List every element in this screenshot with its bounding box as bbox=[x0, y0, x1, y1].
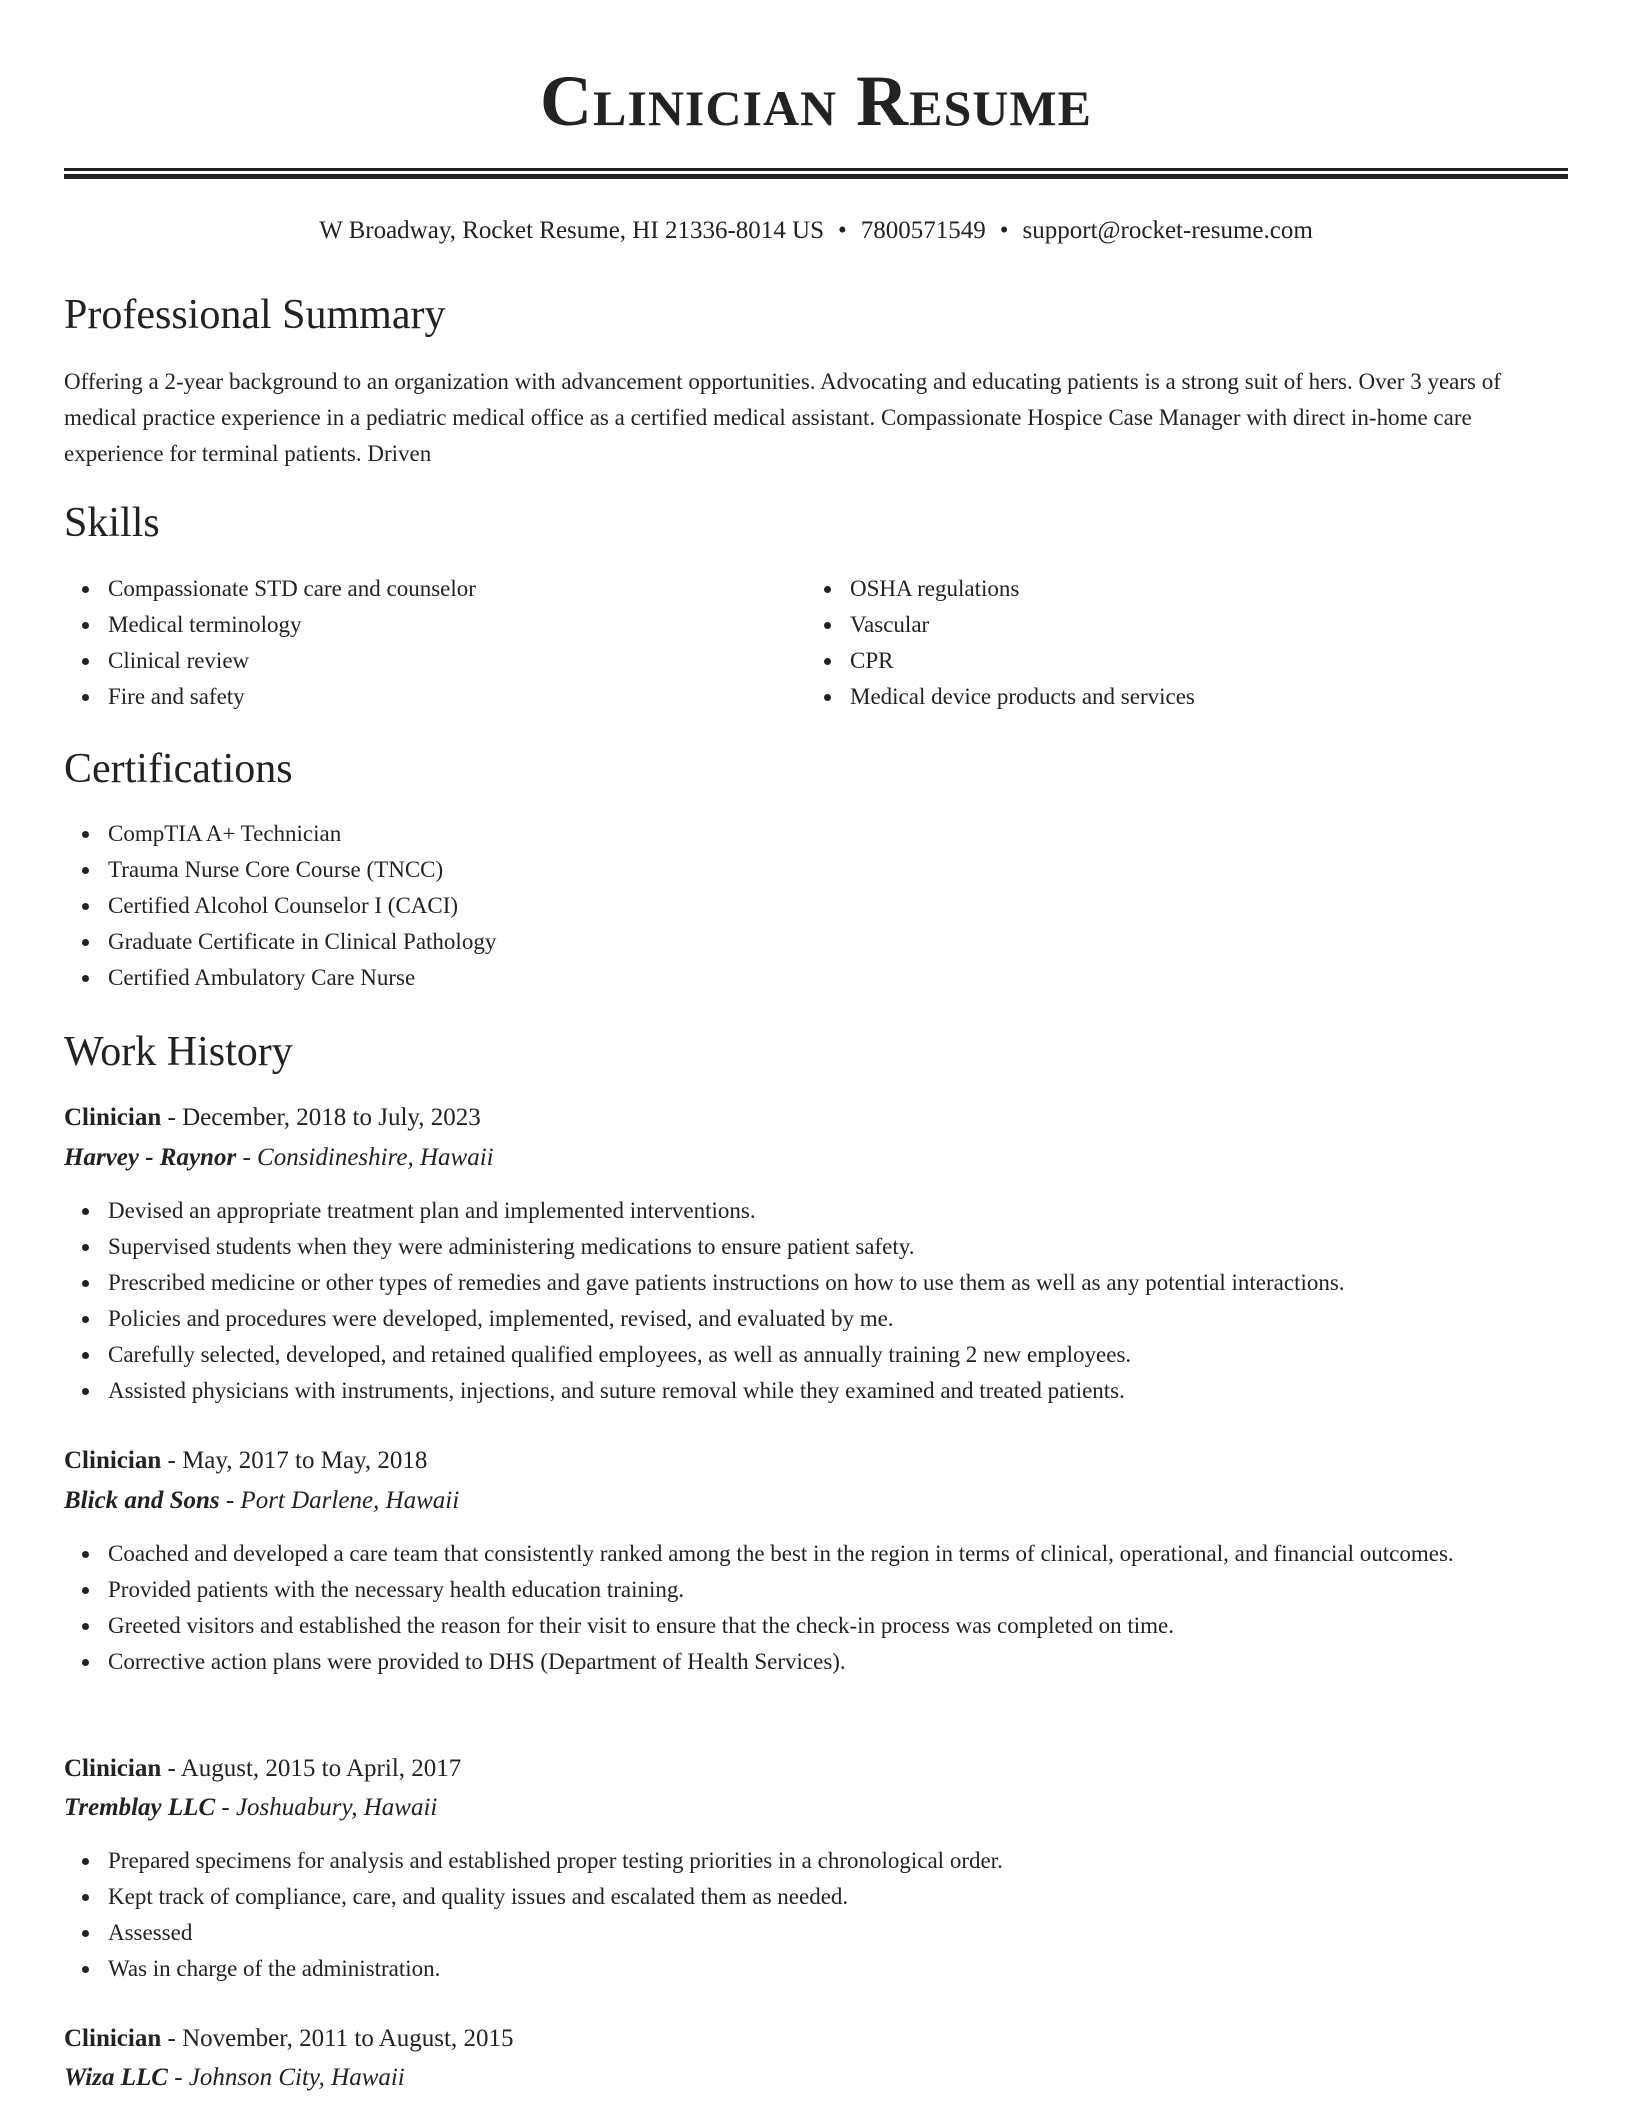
job-bullets bbox=[64, 1536, 1504, 1680]
contact-line bbox=[0, 214, 1632, 248]
certifications-list bbox=[64, 816, 1564, 996]
page-title: Clinician Resume bbox=[540, 61, 1092, 141]
job-location: - Considineshire, Hawaii bbox=[236, 1144, 494, 1171]
job-company: Wiza LLC bbox=[64, 2064, 168, 2091]
contact-phone: 7800571549 bbox=[860, 217, 986, 244]
skill-item: Vascular bbox=[806, 607, 1566, 643]
job-company: Blick and Sons bbox=[64, 1487, 220, 1514]
job-title-line bbox=[64, 1101, 481, 1135]
job-company-line bbox=[64, 1141, 494, 1175]
skill-item: OSHA regulations bbox=[806, 571, 1566, 607]
job-location: - Port Darlene, Hawaii bbox=[219, 1487, 460, 1514]
certification-item: Graduate Certificate in Clinical Pathology bbox=[64, 924, 1564, 960]
job-bullet: Carefully selected, developed, and retained qualified employees, as well as annually training 2 new employees. bbox=[64, 1337, 1564, 1373]
contact-email: support@rocket-resume.com bbox=[1022, 217, 1313, 244]
summary-text: Offering a 2-year background to an organization with advancement opportunities. Advocating and educating patients is a strong suit of hers. Over 3 years of medical practice experience in a pediatric medical office as a certified medical assistant. Compassionate Hospice Case Manager with direct in-home care experience for terminal patients. Driven bbox=[64, 369, 1501, 466]
certification-item: Trauma Nurse Core Course (TNCC) bbox=[64, 852, 1564, 888]
job-role: Clinician bbox=[64, 1447, 162, 1474]
certification-item: Certified Alcohol Counselor I (CACI) bbox=[64, 888, 1564, 924]
job-title-line bbox=[64, 2022, 513, 2056]
job-bullet: Was in charge of the administration. bbox=[64, 1951, 1564, 1987]
job-dates: - May, 2017 to May, 2018 bbox=[161, 1447, 428, 1474]
job-bullet: Assisted physicians with instruments, injections, and suture removal while they examined and treated patients. bbox=[64, 1373, 1564, 1409]
certifications-heading: Certifications bbox=[64, 746, 293, 792]
job-role: Clinician bbox=[64, 1755, 162, 1782]
job-dates: - December, 2018 to July, 2023 bbox=[161, 1104, 481, 1131]
certification-item: Certified Ambulatory Care Nurse bbox=[64, 960, 1564, 996]
job-company: Harvey - Raynor bbox=[64, 1144, 237, 1171]
job-role: Clinician bbox=[64, 2025, 162, 2052]
job-bullet: Kept track of compliance, care, and quality issues and escalated them as needed. bbox=[64, 1879, 1564, 1915]
job-company: Tremblay LLC bbox=[64, 1794, 216, 1821]
skill-item: Compassionate STD care and counselor bbox=[64, 571, 784, 607]
contact-separator: • bbox=[999, 217, 1009, 244]
job-dates: - August, 2015 to April, 2017 bbox=[161, 1755, 462, 1782]
job-bullet: Prescribed medicine or other types of remedies and gave patients instructions on how to use them as well as any potential interactions. bbox=[64, 1265, 1564, 1301]
job-bullet: Prepared specimens for analysis and established proper testing priorities in a chronological order. bbox=[64, 1843, 1564, 1879]
job-bullet: Supervised students when they were administering medications to ensure patient safety. bbox=[64, 1229, 1564, 1265]
job-bullet: Coached and developed a care team that consistently ranked among the best in the region in terms of clinical, operational, and financial outcomes. bbox=[64, 1536, 1504, 1572]
skills-list-right bbox=[806, 571, 1566, 715]
contact-address: W Broadway, Rocket Resume, HI 21336-8014 US bbox=[319, 217, 824, 244]
job-company-line bbox=[64, 1791, 437, 1825]
certification-item: CompTIA A+ Technician bbox=[64, 816, 1564, 852]
job-dates: - November, 2011 to August, 2015 bbox=[161, 2025, 514, 2052]
skill-item: Fire and safety bbox=[64, 679, 784, 715]
job-bullet: Greeted visitors and established the reason for their visit to ensure that the check-in process was completed on time. bbox=[64, 1608, 1504, 1644]
job-company-line bbox=[64, 2061, 405, 2095]
job-bullets bbox=[64, 1843, 1564, 1987]
job-bullet: Provided patients with the necessary health education training. bbox=[64, 1572, 1504, 1608]
job-bullet: Policies and procedures were developed, implemented, revised, and evaluated by me. bbox=[64, 1301, 1564, 1337]
job-location: - Joshuabury, Hawaii bbox=[215, 1794, 438, 1821]
job-company-line bbox=[64, 1484, 459, 1518]
work-history-heading: Work History bbox=[64, 1029, 293, 1075]
skills-list-left bbox=[64, 571, 784, 715]
job-role: Clinician bbox=[64, 1104, 162, 1131]
job-bullet: Corrective action plans were provided to DHS (Department of Health Services). bbox=[64, 1644, 1504, 1680]
summary-heading: Professional Summary bbox=[64, 292, 446, 338]
title-divider-bottom bbox=[64, 174, 1568, 179]
skill-item: Medical device products and services bbox=[806, 679, 1566, 715]
title-divider-top bbox=[64, 168, 1568, 171]
job-bullet: Assessed bbox=[64, 1915, 1564, 1951]
skill-item: Medical terminology bbox=[64, 607, 784, 643]
skill-item: Clinical review bbox=[64, 643, 784, 679]
job-bullet: Devised an appropriate treatment plan and implemented interventions. bbox=[64, 1193, 1564, 1229]
job-title-line bbox=[64, 1444, 427, 1478]
job-title-line bbox=[64, 1752, 461, 1786]
job-location: - Johnson City, Hawaii bbox=[167, 2064, 405, 2091]
skill-item: CPR bbox=[806, 643, 1566, 679]
job-bullets bbox=[64, 1193, 1564, 1409]
skills-heading: Skills bbox=[64, 500, 160, 546]
contact-separator: • bbox=[837, 217, 847, 244]
